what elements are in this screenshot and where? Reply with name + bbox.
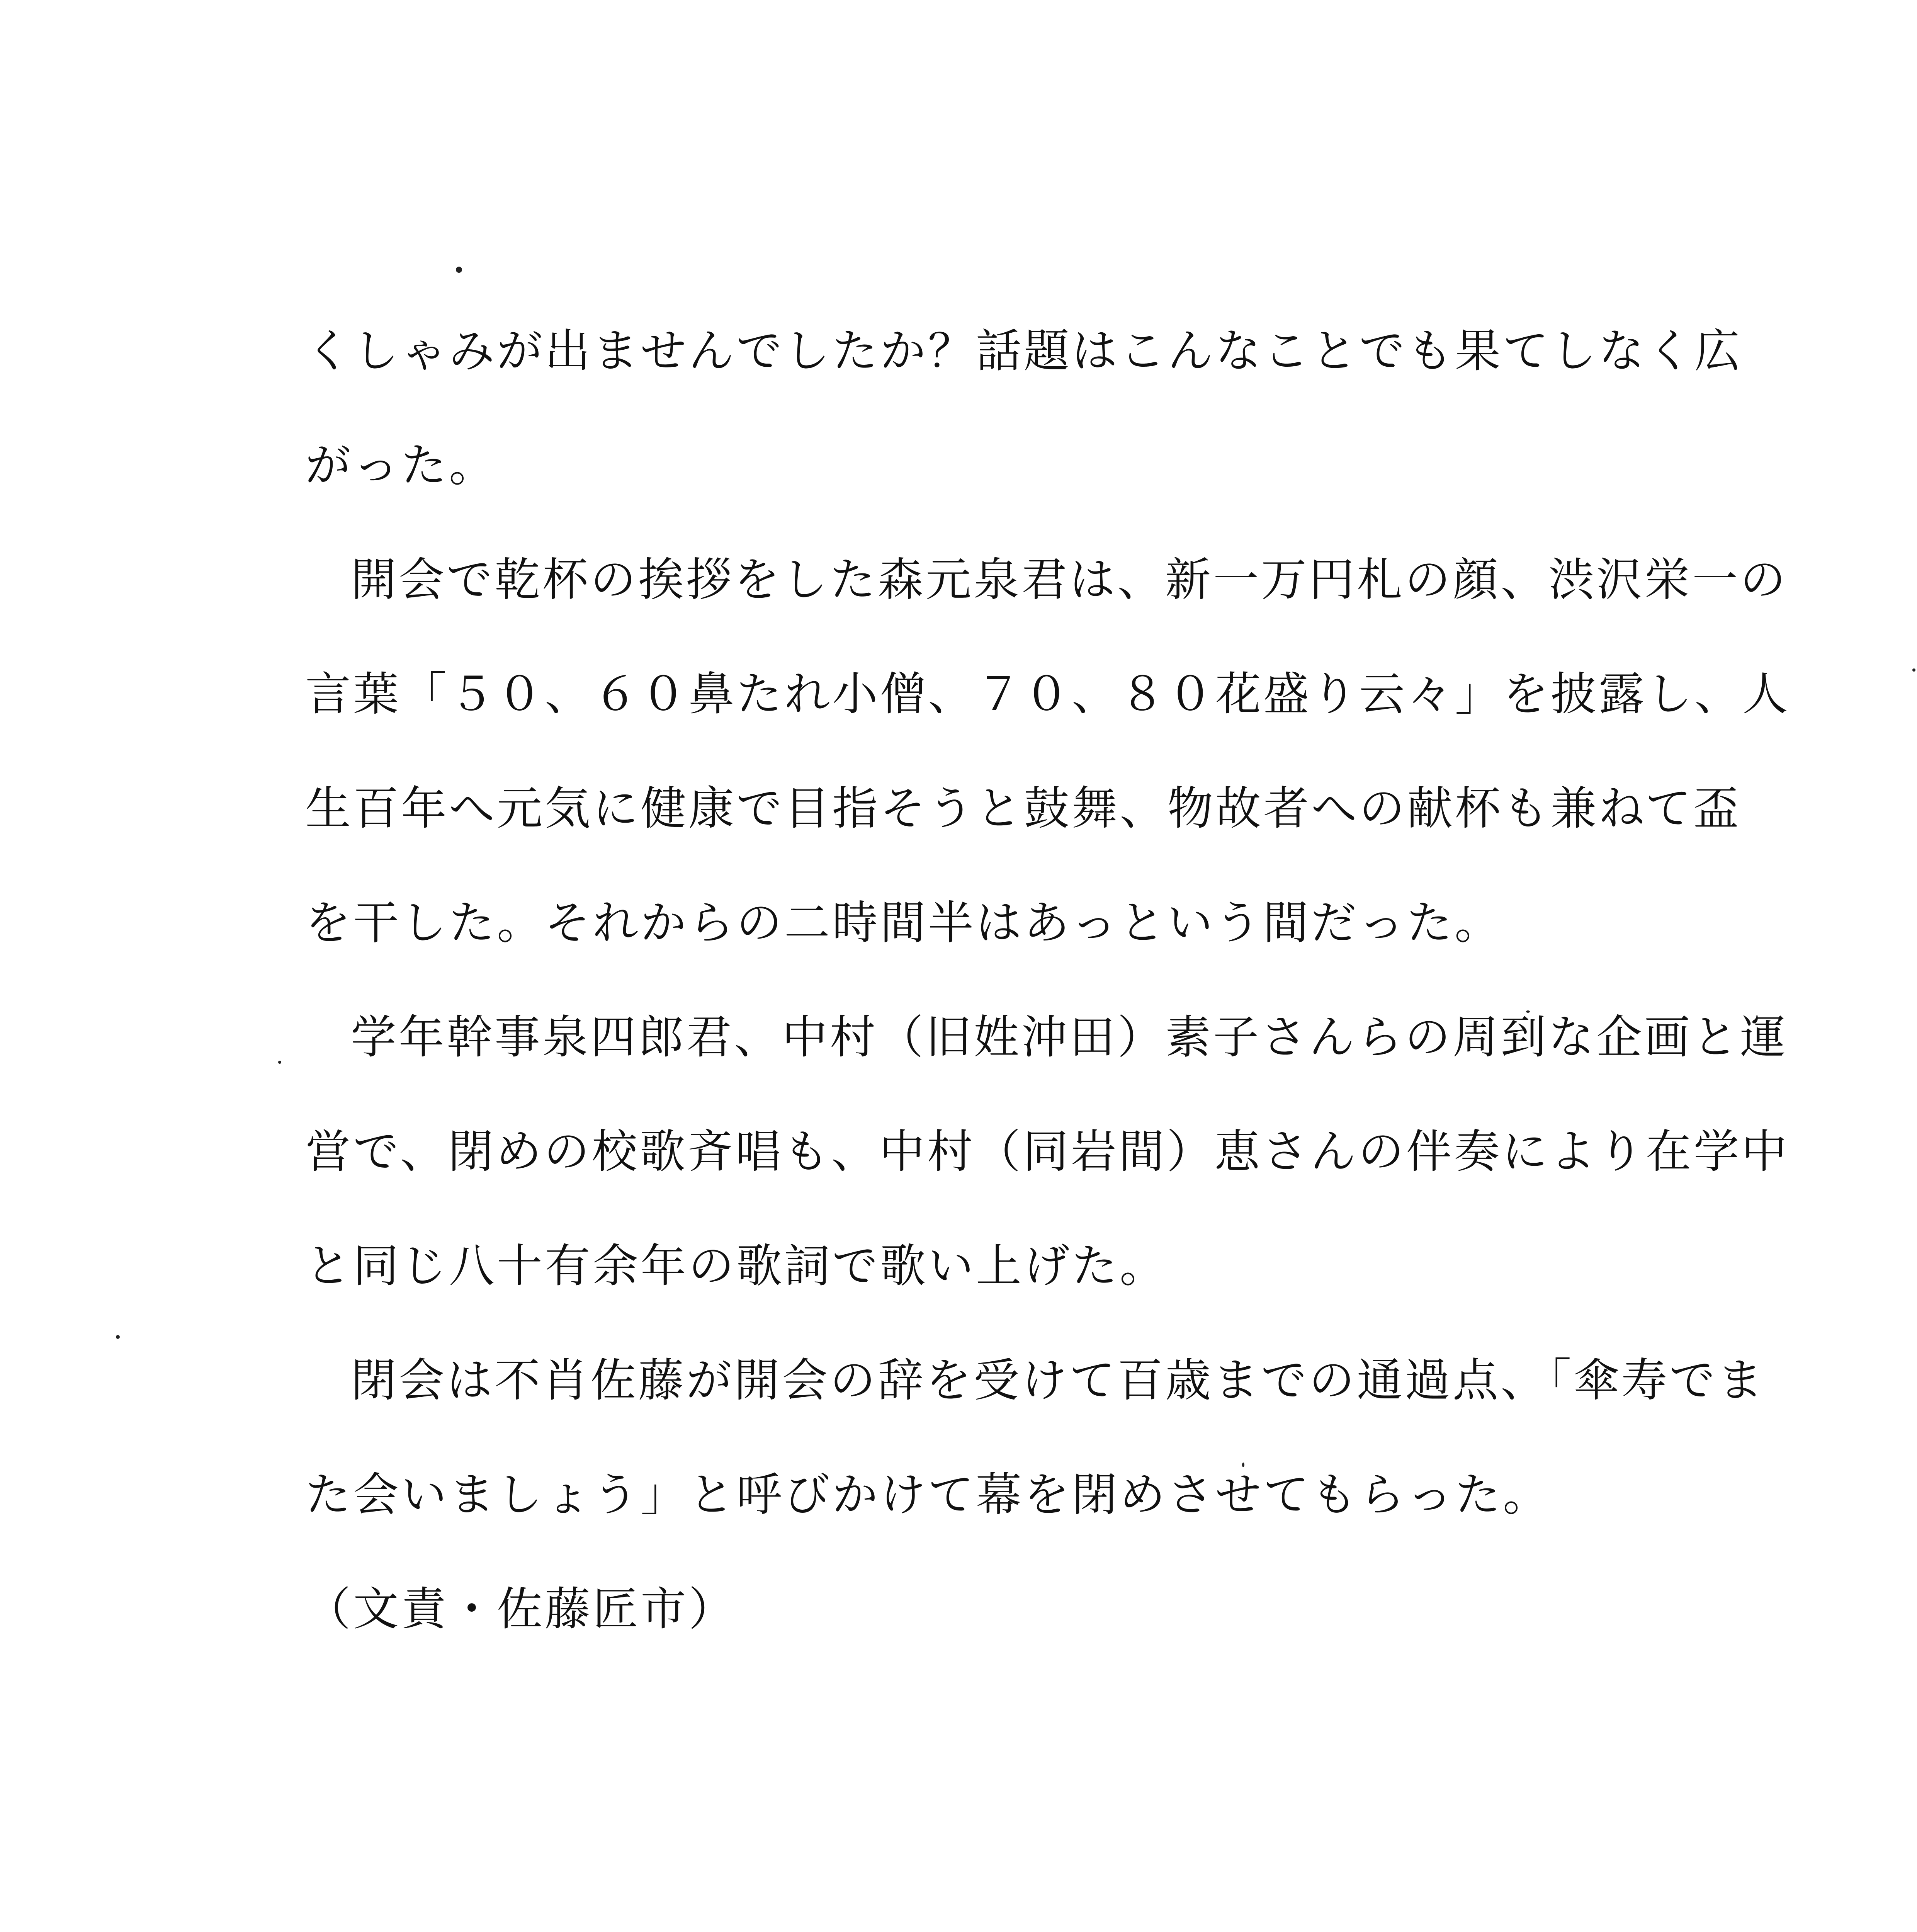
text-line: 生百年へ元気に健康で目指そうと鼓舞、物故者への献杯も兼ねて盃 (305, 782, 1742, 835)
text-line: 営で、閉めの校歌斉唱も、中村（同岩間）恵さんの伴奏により在学中 (305, 1125, 1790, 1178)
text-line: た会いましょう」と呼びかけて幕を閉めさせてもらった。 (305, 1468, 1551, 1521)
text-line: 閉会は不肖佐藤が開会の辞を受けて百歳までの通過点、「傘寿でま (351, 1354, 1766, 1407)
text-line: 学年幹事泉四郎君、中村（旧姓沖田）素子さんらの周到な企画と運 (351, 1010, 1788, 1064)
text-line: くしゃみが出ませんでしたか？話題はこんなことでも果てしなく広 (305, 324, 1743, 378)
text-line: 開会で乾杯の挨拶をした森元泉君は、新一万円札の顔、渋沢栄一の (351, 553, 1788, 606)
scan-speck (456, 267, 462, 273)
text-line: がった。 (305, 439, 497, 492)
text-line: 言葉「５０、６０鼻たれ小僧、７０、８０花盛り云々」を披露し、人 (305, 667, 1791, 721)
text-line: と同じ八十有余年の歌詞で歌い上げた。 (305, 1239, 1168, 1293)
signature-line: （文責・佐藤匠市） (305, 1582, 737, 1636)
scan-speck (278, 1061, 281, 1064)
scan-speck (116, 1335, 120, 1339)
text-line: を干した。それからの二時間半はあっという間だった。 (305, 896, 1502, 949)
scan-speck (1912, 668, 1915, 672)
body-text (305, 294, 1791, 1666)
